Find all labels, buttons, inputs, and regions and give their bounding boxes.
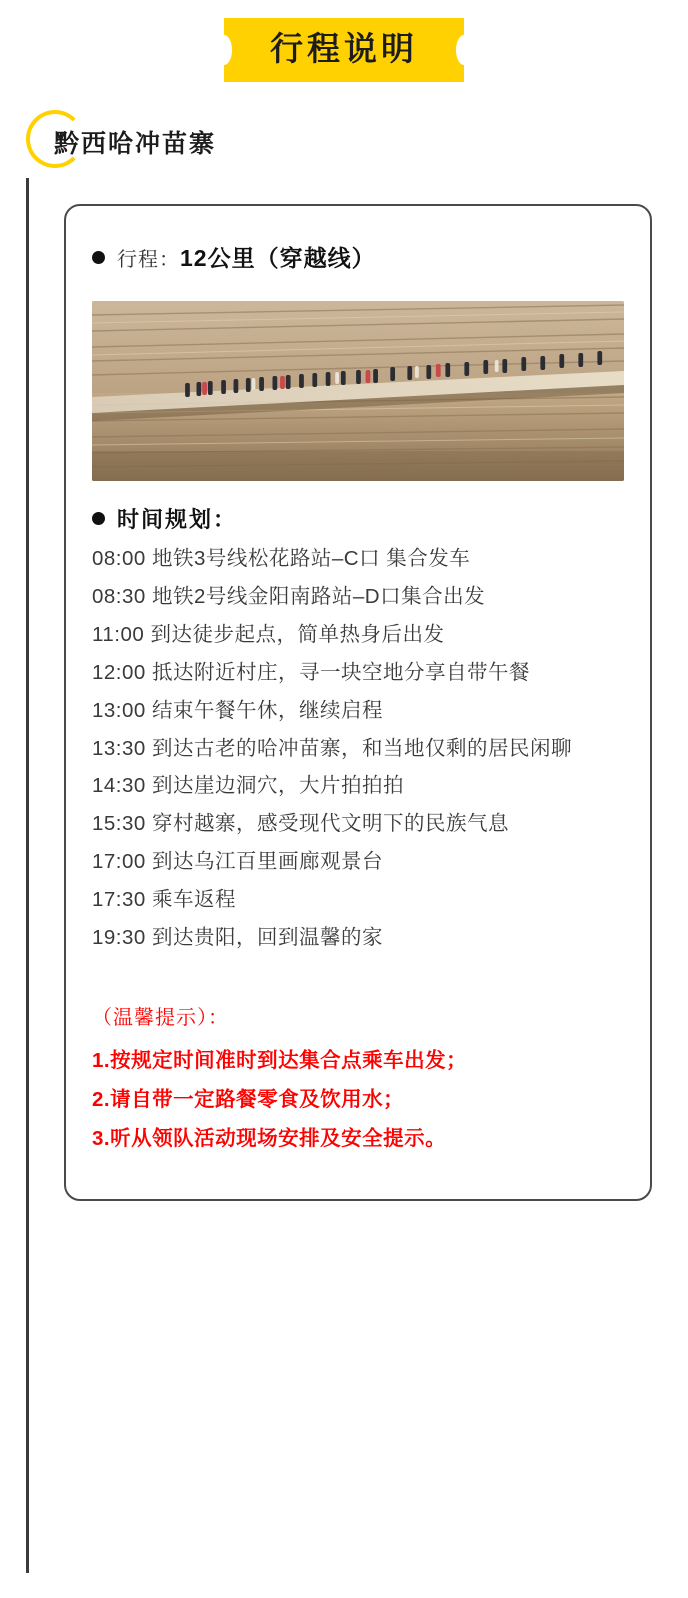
page-title: 行程说明 xyxy=(270,30,418,67)
list-item: 1.按规定时间准时到达集合点乘车出发； xyxy=(92,1049,468,1073)
list-item: 08:00 地铁3号线松花路站–C口 集合发车 xyxy=(92,546,471,570)
list-item: 13:00 结束午餐午休，继续启程 xyxy=(92,698,383,722)
list-item: 3.听从领队活动现场安排及安全提示。 xyxy=(92,1126,447,1150)
list-item: 08:30 地铁2号线金阳南路站–D口集合出发 xyxy=(92,584,486,608)
route-label: 行程： xyxy=(117,248,180,271)
section-heading xyxy=(26,108,688,174)
route-value: 12公里（穿越线） xyxy=(180,244,376,271)
list-item: 17:30 乘车返程 xyxy=(92,888,236,912)
tips-section xyxy=(92,1001,624,1159)
list-item: 12:00 抵达附近村庄，寻一块空地分享自带午餐 xyxy=(92,660,530,684)
bullet-dot-icon xyxy=(92,512,105,525)
section-title: 黔西哈冲苗寨 xyxy=(54,129,217,158)
cliff-trail-photo xyxy=(92,301,624,481)
bullet-dot-icon xyxy=(92,251,105,264)
list-item: 14:30 到达崖边洞穴，大片拍拍拍 xyxy=(92,774,404,798)
list-item: 17:00 到达乌江百里画廊观景台 xyxy=(92,850,383,874)
itinerary-card xyxy=(64,204,652,1201)
header-banner-container xyxy=(0,0,688,82)
list-item: 2.请自带一定路餐零食及饮用水； xyxy=(92,1088,405,1112)
list-item: 11:00 到达徒步起点，简单热身后出发 xyxy=(92,622,445,646)
route-row xyxy=(92,240,624,273)
left-rail-divider xyxy=(26,178,29,1573)
list-item: 13:30 到达古老的哈冲苗寨，和当地仅剩的居民闲聊 xyxy=(92,736,572,760)
plan-row xyxy=(92,503,624,534)
plan-label: 时间规划： xyxy=(117,506,238,532)
tips-list xyxy=(92,1042,624,1159)
tips-title: （温馨提示）： xyxy=(92,1007,229,1030)
list-item: 15:30 穿村越寨，感受现代文明下的民族气息 xyxy=(92,812,509,836)
header-banner xyxy=(224,18,464,82)
schedule-list xyxy=(92,540,624,957)
list-item: 19:30 到达贵阳，回到温馨的家 xyxy=(92,926,383,950)
